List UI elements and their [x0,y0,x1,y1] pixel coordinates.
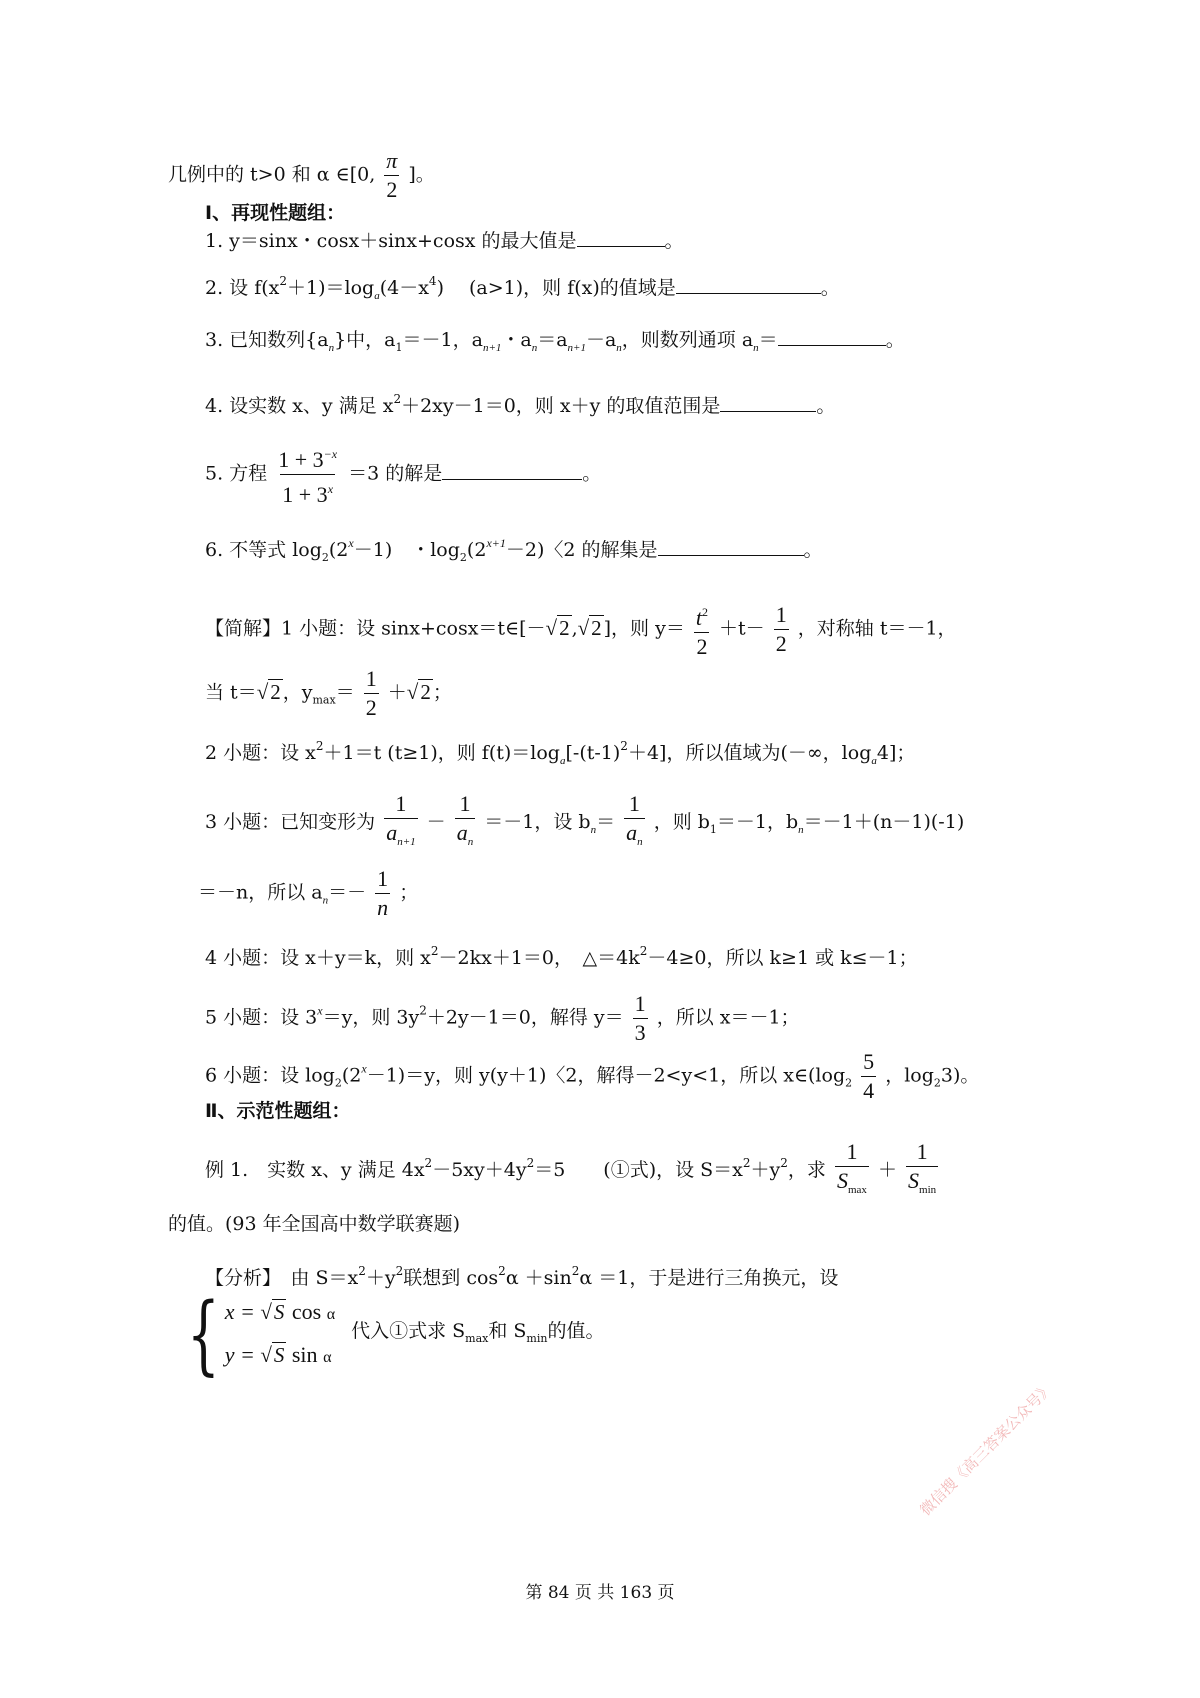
question-1: 1. y＝sinx・cosx＋sinx+cosx 的最大值是 。 [205,230,684,252]
solution-1-continued: 当 t＝√2 ，$y_{max}=$ $\frac{1}{2}$ ＋√2 ； [205,666,452,720]
reciprocal-a-n: $\frac{1}{a_n}$ [624,790,645,856]
answer-blank [577,228,665,247]
reciprocal-a-n-plus-1: $\frac{1}{a_{n+1}}$ [384,790,417,856]
solution-2: 2 小题：设 $x^2+1=t$ (t≥1)，则 $f(t)=\log_a[-(t-1)^2+4]$，所以值域为(－∞，$\log_a4$]； [205,739,916,767]
question-4: 4. 设实数 x、y 满足 $x^2+2xy-1=0$，则 x＋y 的取值范围是 。 [205,392,836,417]
watermark: 微信搜《高三答案公众号》 [916,1379,1057,1520]
x-equation: x = √S cos α [224,1299,336,1324]
question-5: 5. 方程 $\frac{1 + 3^{-x}}{1 + 3^x}$ ＝3 的解是 。 [205,440,601,509]
left-brace: { [186,1285,220,1385]
example-1-continued: 的值。(93 年全国高中数学联赛题) [168,1213,461,1235]
solution-3-continued: ＝－n，所以 $a_n=-$ $\frac{1}{n}$ ； [198,866,419,920]
solution-6: 6 小题：设 $\log_2(2^x-1)=y$，则 y(y＋1)〈2，解得－2<y<1，所以 $x\in(\log_2$ $\frac{5}{4}$ ，$\log_23$)。 [205,1049,980,1103]
intro-line: 几例中的 t>0 和 α ∈[0, $\frac{\pi}{2}$ ]。 [168,148,435,202]
answer-blank [778,327,886,346]
sqrt-two: √2 [545,615,570,640]
example-1: 例 1. 实数 x、y 满足 $4x^2-5xy+4y^2=5$ (①式)，设 $S=x^2+y^2$，求 $\frac{1}{S_{max}}$ ＋ $\frac{1}{S_{min}}$ [205,1138,941,1204]
question-3: 3. 已知数列$\{a_n\}$中，$a_1=-1$，$a_{n+1}$・$a_n=a_{n+1}-a_n$，则数列通项 $a_n=$ 。 [205,329,905,354]
system-tail: 代入①式求 $S_{max}$和 $S_{min}$的值。 [351,1320,605,1345]
section1-title: Ⅰ、再现性题组： [205,202,346,224]
five-fourths-fraction: $\frac{5}{4}$ [863,1049,875,1103]
one-half-fraction: $\frac{1}{2}$ [775,602,787,656]
one-over-n-fraction: $\frac{1}{n}$ [377,866,389,920]
solution-1: 【简解】1 小题：设 sinx+cosx＝t∈[－√2 ,√2 ]，则 y＝ $\frac{t^2}{2}$ ＋t－ $\frac{1}{2}$ ，对称轴 t＝－1， [205,598,957,661]
one-half-fraction: $\frac{1}{2}$ [365,666,377,720]
answer-blank [720,393,816,412]
sqrt-two: √2 [256,679,281,704]
question-6: 6. 不等式 $\log_2(2^x-1)$ ・$\log_2(2^{x+1}-2)$〈2 的解集是 。 [205,536,823,564]
question-2: 2. 设 $f(x^2+1)=\log_a(4-x^4)$ (a>1)，则 f(x)的值域是 。 [205,274,840,302]
solution-4: 4 小题：设 x＋y＝k，则 $x^2-2kx+1=0$， $\triangle=4k^2-4\ge 0$，所以 k≥1 或 k≤－1； [205,944,918,969]
exponential-fraction: $\frac{1 + 3^{-x}}{1 + 3^x}$ [278,447,338,507]
substitution-system [176,1285,605,1385]
analysis-line: 【分析】 由 $S=x^2+y^2$联想到 $\cos^2\alpha +\sin^2\alpha =1$，于是进行三角换元，设 [205,1264,839,1289]
solution-3: 3 小题：已知变形为 $\frac{1}{a_{n+1}}$ － $\frac{1}{a_n}$ ＝－1，设 $b_n=$ $\frac{1}{a_n}$ ，则 $b_1=-1$，$b_n=-1+(n-1)(-1)$ [205,790,964,856]
one-over-s-min: $\frac{1}{S_{min}}$ [906,1138,938,1204]
page-footer: 第 84 页 共 163 页 [525,1583,675,1603]
y-equation: y = √S sin α [224,1342,332,1367]
one-over-s-max: $\frac{1}{S_{max}}$ [835,1138,869,1204]
reciprocal-a-n: $\frac{1}{a_n}$ [455,790,476,856]
answer-blank [676,275,821,294]
sqrt-two: √2 [406,679,431,704]
one-third-fraction: $\frac{1}{3}$ [634,991,646,1045]
section2-title: Ⅱ、示范性题组： [205,1100,351,1122]
t-squared-over-two: $\frac{t^2}{2}$ [695,605,708,659]
sqrt-two: √2 [577,615,602,640]
solution-5: 5 小题：设 $3^x=y$，则 $3y^2+2y-1=0$，解得 y＝ $\frac{1}{3}$ ，所以 x＝－1； [205,991,800,1045]
answer-blank [442,461,582,480]
pi-over-two-fraction: $\frac{\pi}{2}$ [386,148,398,202]
answer-blank [658,537,804,556]
